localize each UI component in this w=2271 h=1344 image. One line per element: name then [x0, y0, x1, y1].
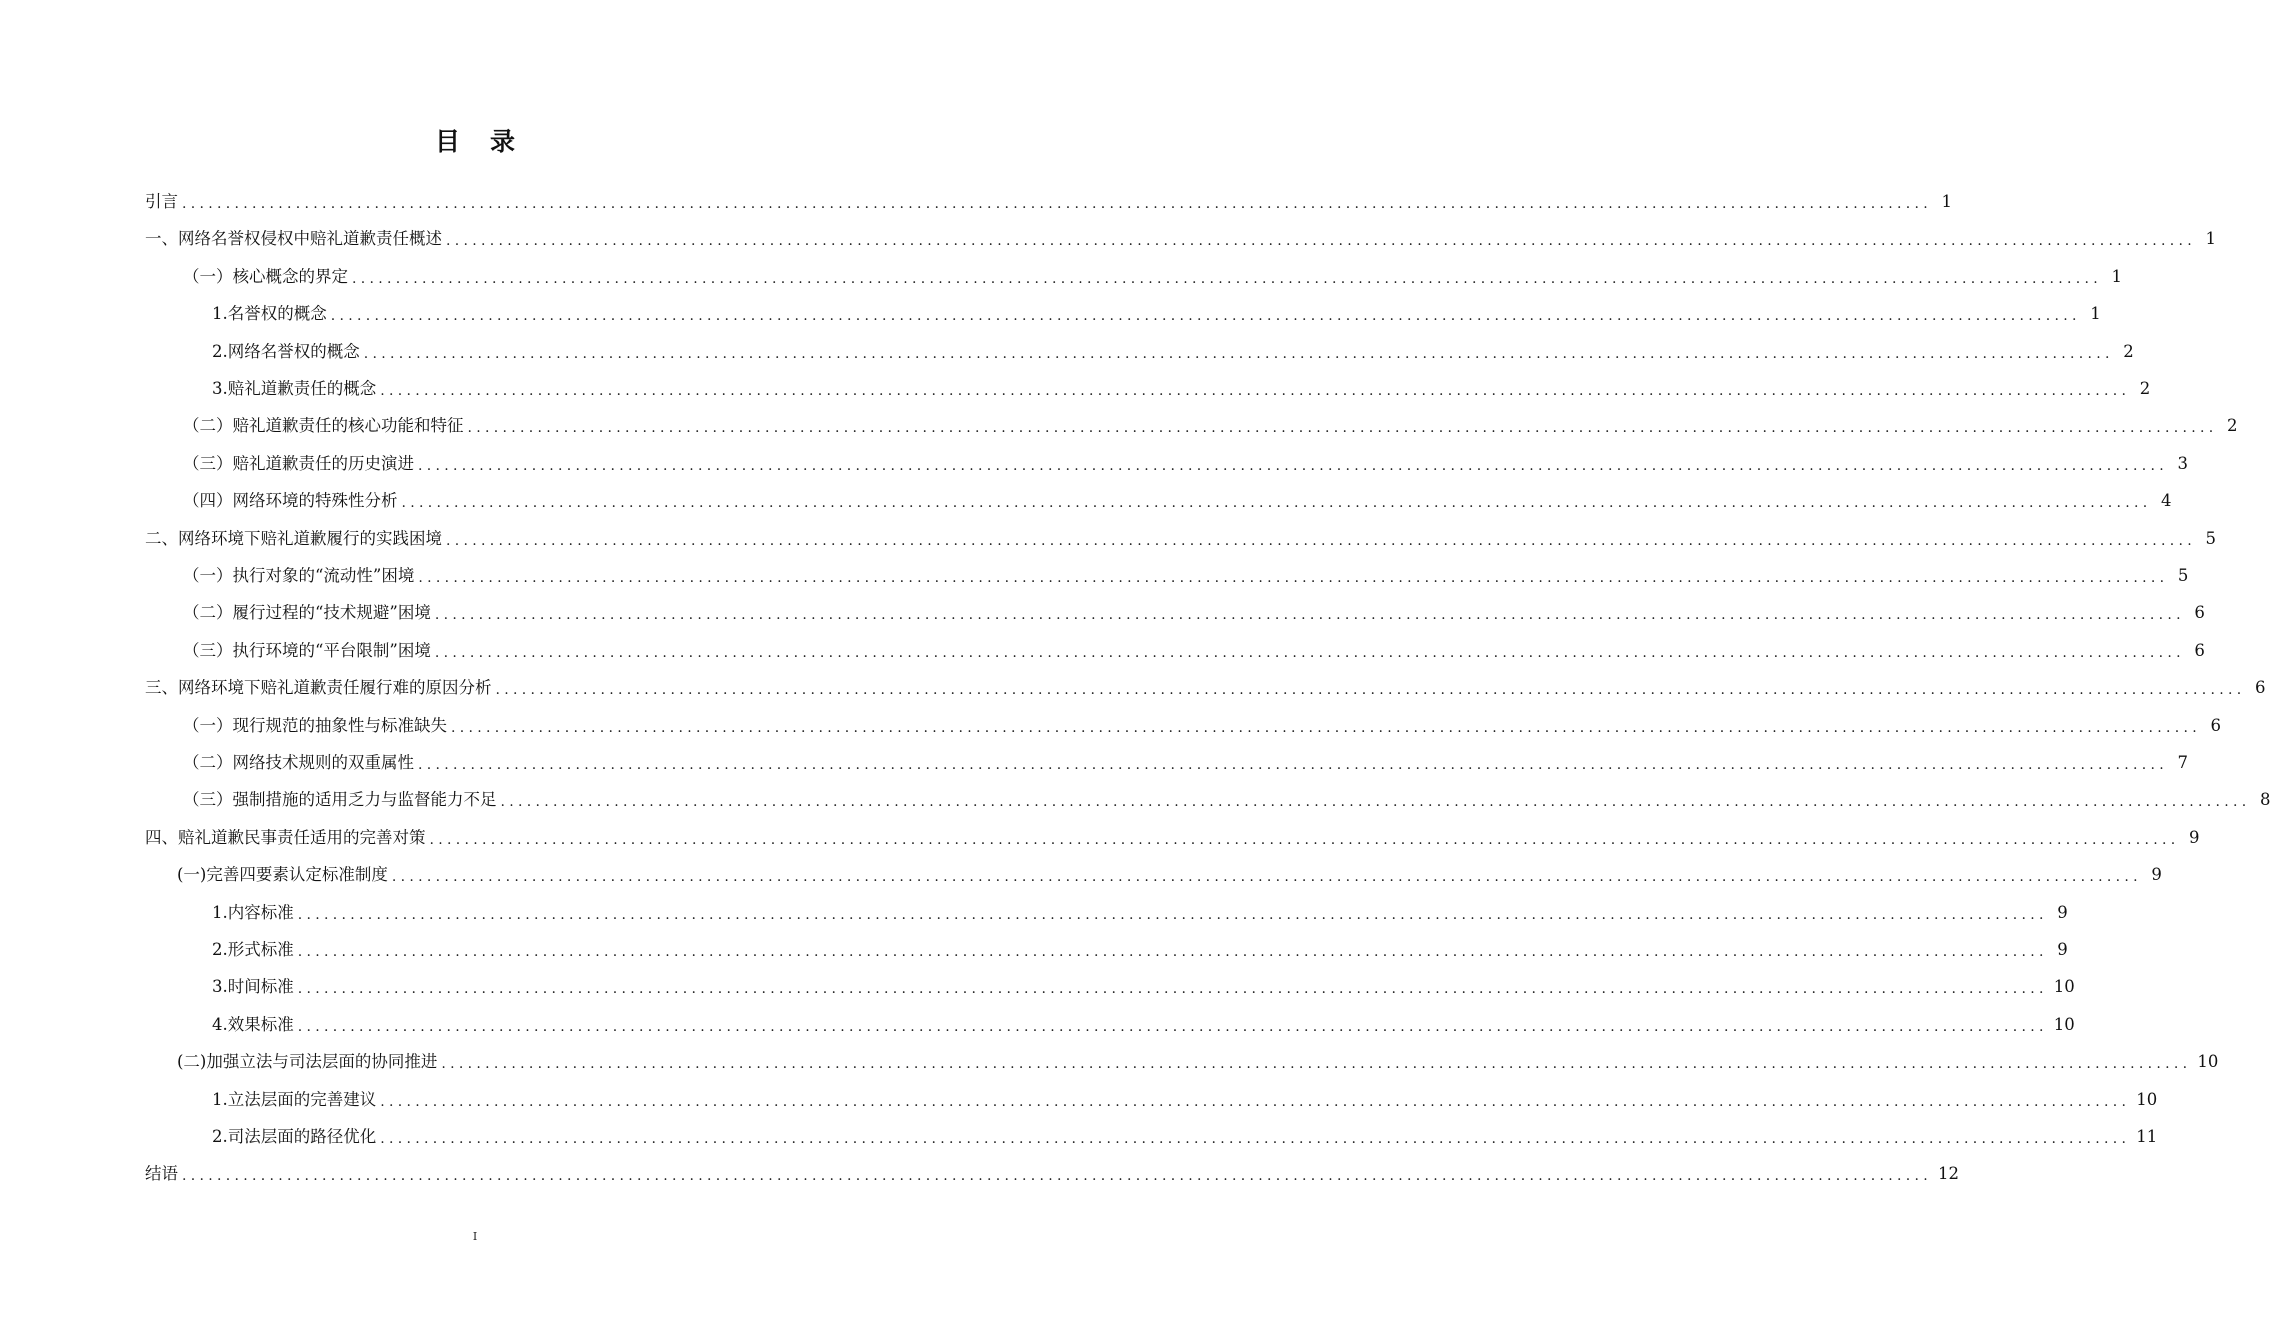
toc-entry-page-number: 2: [2227, 416, 2238, 436]
toc-entry-label: 1.内容标准: [212, 902, 294, 922]
toc-entry[interactable]: [145, 227, 2217, 251]
toc-leader-dots: ........................................................................................................................................................................................................: [380, 383, 2131, 399]
toc-entry[interactable]: [145, 751, 2189, 775]
toc-entry-page-number: 2: [2123, 341, 2134, 361]
toc-leader-dots: ........................................................................................................................................................................................................: [429, 831, 2180, 848]
toc-entry-label: (二)加强立法与司法层面的协同推进: [177, 1052, 438, 1072]
toc-entry-page-number: 6: [2255, 678, 2266, 698]
toc-entry-label: 2.司法层面的路径优化: [212, 1127, 377, 1146]
page-footer-number: I: [472, 1230, 478, 1243]
toc-entry-page-number: 1: [2090, 304, 2101, 324]
toc-entry[interactable]: [145, 1162, 1960, 1186]
toc-leader-dots: ........................................................................................................................................................................................................: [297, 1018, 2048, 1035]
toc-entry-label: （二）赔礼道歉责任的核心功能和特征: [183, 416, 464, 436]
toc-leader-dots: ........................................................................................................................................................................................................: [297, 981, 2048, 998]
toc-leader-dots: ........................................................................................................................................................................................................: [441, 1056, 2192, 1073]
toc-entry[interactable]: [145, 601, 2205, 625]
toc-entry[interactable]: [145, 452, 2189, 476]
toc-entry[interactable]: [145, 414, 2238, 438]
toc-entry[interactable]: [145, 564, 2189, 588]
toc-entry[interactable]: [145, 1088, 2158, 1112]
toc-entry[interactable]: [145, 639, 2205, 663]
toc-entry[interactable]: [145, 714, 2222, 738]
toc-entry-label: 1.立法层面的完善建议: [212, 1089, 377, 1109]
toc-entry-page-number: 10: [2197, 1052, 2219, 1072]
page-title: [0, 122, 950, 158]
toc-leader-dots: ........................................................................................................................................................................................................: [380, 1093, 2131, 1110]
toc-entry-page-number: 9: [2057, 940, 2068, 959]
toc-entry-label: （三）强制措施的适用乏力与监督能力不足: [183, 790, 497, 810]
toc-entry-page-number: 8: [2260, 790, 2271, 810]
toc-leader-dots: ........................................................................................................................................................................................................: [418, 570, 2169, 586]
toc-entry[interactable]: [145, 190, 1953, 214]
toc-leader-dots: ........................................................................................................................................................................................................: [352, 270, 2103, 287]
toc-leader-dots: ........................................................................................................................................................................................................: [500, 794, 2251, 811]
toc-entry[interactable]: [145, 788, 2271, 812]
toc-entry-label: 一、网络名誉权侵权中赔礼道歉责任概述: [145, 229, 442, 249]
toc-entry[interactable]: [145, 527, 2217, 551]
toc-leader-dots: ........................................................................................................................................................................................................: [297, 906, 2048, 923]
title-char-1: 目: [434, 127, 460, 156]
toc-entry-page-number: 1: [2205, 229, 2217, 249]
toc-leader-dots: ........................................................................................................................................................................................................: [330, 308, 2081, 325]
toc-entry-page-number: 1: [1941, 192, 1953, 211]
toc-leader-dots: ........................................................................................................................................................................................................: [391, 869, 2142, 886]
toc-entry-page-number: 9: [2151, 865, 2162, 885]
toc-entry[interactable]: [145, 1125, 2158, 1149]
toc-entry-page-number: 3: [2177, 453, 2189, 473]
toc-entry[interactable]: [145, 377, 2151, 401]
toc-leader-dots: ........................................................................................................................................................................................................: [363, 345, 2114, 362]
toc-entry[interactable]: [145, 826, 2200, 850]
toc-entry-page-number: 5: [2205, 528, 2217, 548]
toc-entry-page-number: 4: [2161, 491, 2172, 511]
toc-entry-label: （一）核心概念的界定: [183, 266, 348, 286]
toc-entry[interactable]: [145, 901, 2068, 925]
toc-entry[interactable]: [145, 265, 2123, 289]
toc-entry-label: 2.形式标准: [212, 940, 294, 959]
toc-leader-dots: ........................................................................................................................................................................................................: [401, 495, 2152, 512]
toc-entry-label: （一）执行对象的“流动性”困境: [183, 566, 415, 585]
toc-entry-label: 二、网络环境下赔礼道歉履行的实践困境: [145, 528, 442, 548]
toc-entry-label: （二）网络技术规则的双重属性: [183, 753, 414, 772]
title-char-2: 录: [490, 127, 516, 156]
toc-leader-dots: ........................................................................................................................................................................................................: [434, 644, 2185, 661]
toc-entry-page-number: 6: [2194, 640, 2205, 660]
toc-entry-label: 4.效果标准: [212, 1014, 294, 1034]
toc-leader-dots: ........................................................................................................................................................................................................: [380, 1131, 2131, 1147]
toc-entry-label: 引言: [145, 192, 178, 211]
toc-entry-label: （三）执行环境的“平台限制”困境: [183, 640, 431, 660]
toc-leader-dots: ........................................................................................................................................................................................................: [446, 233, 2197, 250]
toc-entry[interactable]: [145, 489, 2172, 513]
toc-entry-label: （三）赔礼道歉责任的历史演进: [183, 453, 414, 473]
toc-entry[interactable]: [145, 676, 2266, 700]
toc-entry-page-number: 9: [2189, 827, 2200, 847]
toc-entry-page-number: 5: [2177, 566, 2189, 585]
toc-leader-dots: ........................................................................................................................................................................................................: [182, 1168, 1933, 1185]
toc-entry-page-number: 7: [2177, 753, 2189, 772]
toc-entry-label: 3.时间标准: [212, 977, 294, 997]
toc-entry[interactable]: [145, 938, 2068, 962]
toc-entry-page-number: 12: [1938, 1164, 1960, 1184]
toc-entry[interactable]: [145, 863, 2162, 887]
toc-entry-page-number: 10: [2053, 1014, 2075, 1034]
toc-leader-dots: ........................................................................................................................................................................................................: [297, 944, 2048, 960]
toc-entry[interactable]: [145, 302, 2101, 326]
toc-entry-label: 2.网络名誉权的概念: [212, 341, 360, 361]
toc-entry-page-number: 2: [2139, 379, 2151, 398]
toc-entry-label: （一）现行规范的抽象性与标准缺失: [183, 715, 447, 735]
toc-entry-label: 1.名誉权的概念: [212, 304, 327, 324]
toc-leader-dots: ........................................................................................................................................................................................................: [495, 682, 2246, 699]
toc-entry[interactable]: [145, 1050, 2219, 1074]
toc-leader-dots: ........................................................................................................................................................................................................: [467, 420, 2218, 437]
toc-entry[interactable]: [145, 975, 2075, 999]
toc-entry[interactable]: [145, 1013, 2075, 1037]
toc-leader-dots: ........................................................................................................................................................................................................: [446, 532, 2197, 549]
toc-entry-label: (一)完善四要素认定标准制度: [177, 865, 388, 885]
toc-entry-page-number: 6: [2210, 715, 2222, 735]
toc-entry-page-number: 1: [2111, 266, 2123, 286]
toc-leader-dots: ........................................................................................................................................................................................................: [418, 457, 2169, 474]
toc-leader-dots: ........................................................................................................................................................................................................: [182, 196, 1933, 212]
toc-entry-page-number: 10: [2136, 1089, 2158, 1109]
toc-leader-dots: ........................................................................................................................................................................................................: [434, 607, 2185, 624]
toc-entry-label: （二）履行过程的“技术规避”困境: [183, 603, 431, 623]
toc-entry-page-number: 9: [2057, 902, 2068, 922]
toc-leader-dots: ........................................................................................................................................................................................................: [451, 719, 2202, 736]
toc-entry-label: 3.赔礼道歉责任的概念: [212, 379, 377, 398]
toc-entry[interactable]: [145, 340, 2134, 364]
toc-entry-page-number: 10: [2053, 977, 2075, 997]
toc-entry-label: （四）网络环境的特殊性分析: [183, 491, 398, 511]
toc-entry-label: 三、网络环境下赔礼道歉责任履行难的原因分析: [145, 678, 492, 698]
toc-leader-dots: ........................................................................................................................................................................................................: [418, 757, 2169, 773]
toc-entry-label: 结语: [145, 1164, 178, 1184]
toc-entry-page-number: 6: [2194, 603, 2205, 623]
toc-entry-label: 四、赔礼道歉民事责任适用的完善对策: [145, 827, 426, 847]
toc-entry-page-number: 11: [2136, 1127, 2158, 1146]
